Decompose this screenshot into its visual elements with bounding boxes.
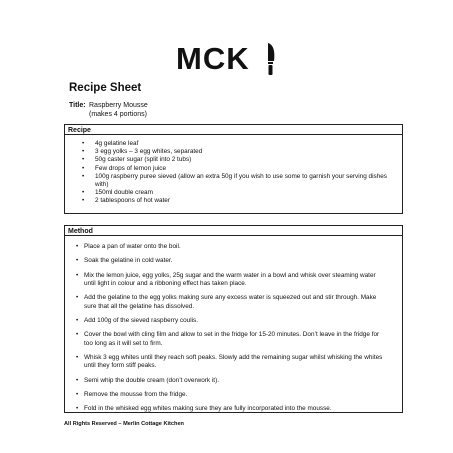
method-step: • Soak the gelatine in cold water.: [84, 257, 402, 265]
ingredient-item: • 3 egg yolks – 3 egg whites, separated: [95, 148, 402, 156]
method-step: • Cover the bowl with cling film and allow to set in the fridge for 15-20 minutes. Don’t leave in the fridge for too long as it will set to firm.: [84, 331, 402, 347]
portions-note: (makes 4 portions): [89, 111, 147, 118]
method-step: • Semi whip the double cream (don’t overwork it).: [84, 377, 402, 385]
ingredient-item: • 2 tablespoons of hot water: [95, 197, 402, 205]
ingredients-box: [64, 124, 403, 214]
copyright-footer: All Rights Reserved – Merlin Cottage Kitchen: [64, 421, 184, 427]
page-title: Recipe Sheet: [69, 82, 142, 94]
ingredient-item: • 4g gelatine leaf: [95, 140, 402, 148]
method-box: [64, 225, 403, 413]
brand-logo: [176, 42, 286, 76]
recipe-title-block: [69, 101, 148, 118]
ingredient-item: • 50g caster sugar (split into 2 tubs): [95, 156, 402, 164]
method-step: • Mix the lemon juice, egg yolks, 25g sugar and the warm water in a bowl and whisk over steaming water until light in colour and a ribboning effect has taken place.: [84, 272, 402, 288]
method-step: • Place a pan of water onto the boil.: [84, 243, 402, 251]
ingredient-item: • 150ml double cream: [95, 189, 402, 197]
method-step: • Add 100g of the sieved raspberry coulis.: [84, 317, 402, 325]
title-label: Title:: [69, 102, 86, 109]
ingredient-item: • Few drops of lemon juice: [95, 165, 402, 173]
method-list: [65, 243, 402, 414]
method-step: • Add the gelatine to the egg yolks making sure any excess water is squeezed out and stir through. Make sure that all the gelatine has dissolved.: [84, 294, 402, 310]
method-header: Method: [65, 226, 402, 236]
ingredients-header: Recipe: [65, 125, 402, 135]
method-step: • Whisk 3 egg whites until they reach soft peaks. Slowly add the remaining sugar whilst whisking the whites until they form stiff peaks.: [84, 354, 402, 370]
ingredient-item: • 100g raspberry puree sieved (allow an extra 50g if you wish to use some to garnish your serving dishes with): [95, 173, 402, 189]
knife-icon: [265, 42, 277, 76]
method-step: • Remove the mousse from the fridge.: [84, 391, 402, 399]
method-step: • Fold in the whisked egg whites making sure they are fully incorporated into the mousse.: [84, 405, 402, 413]
recipe-title: Raspberry Mousse: [89, 102, 148, 109]
ingredients-list: [65, 140, 402, 206]
logo-text: MCK: [176, 41, 250, 76]
